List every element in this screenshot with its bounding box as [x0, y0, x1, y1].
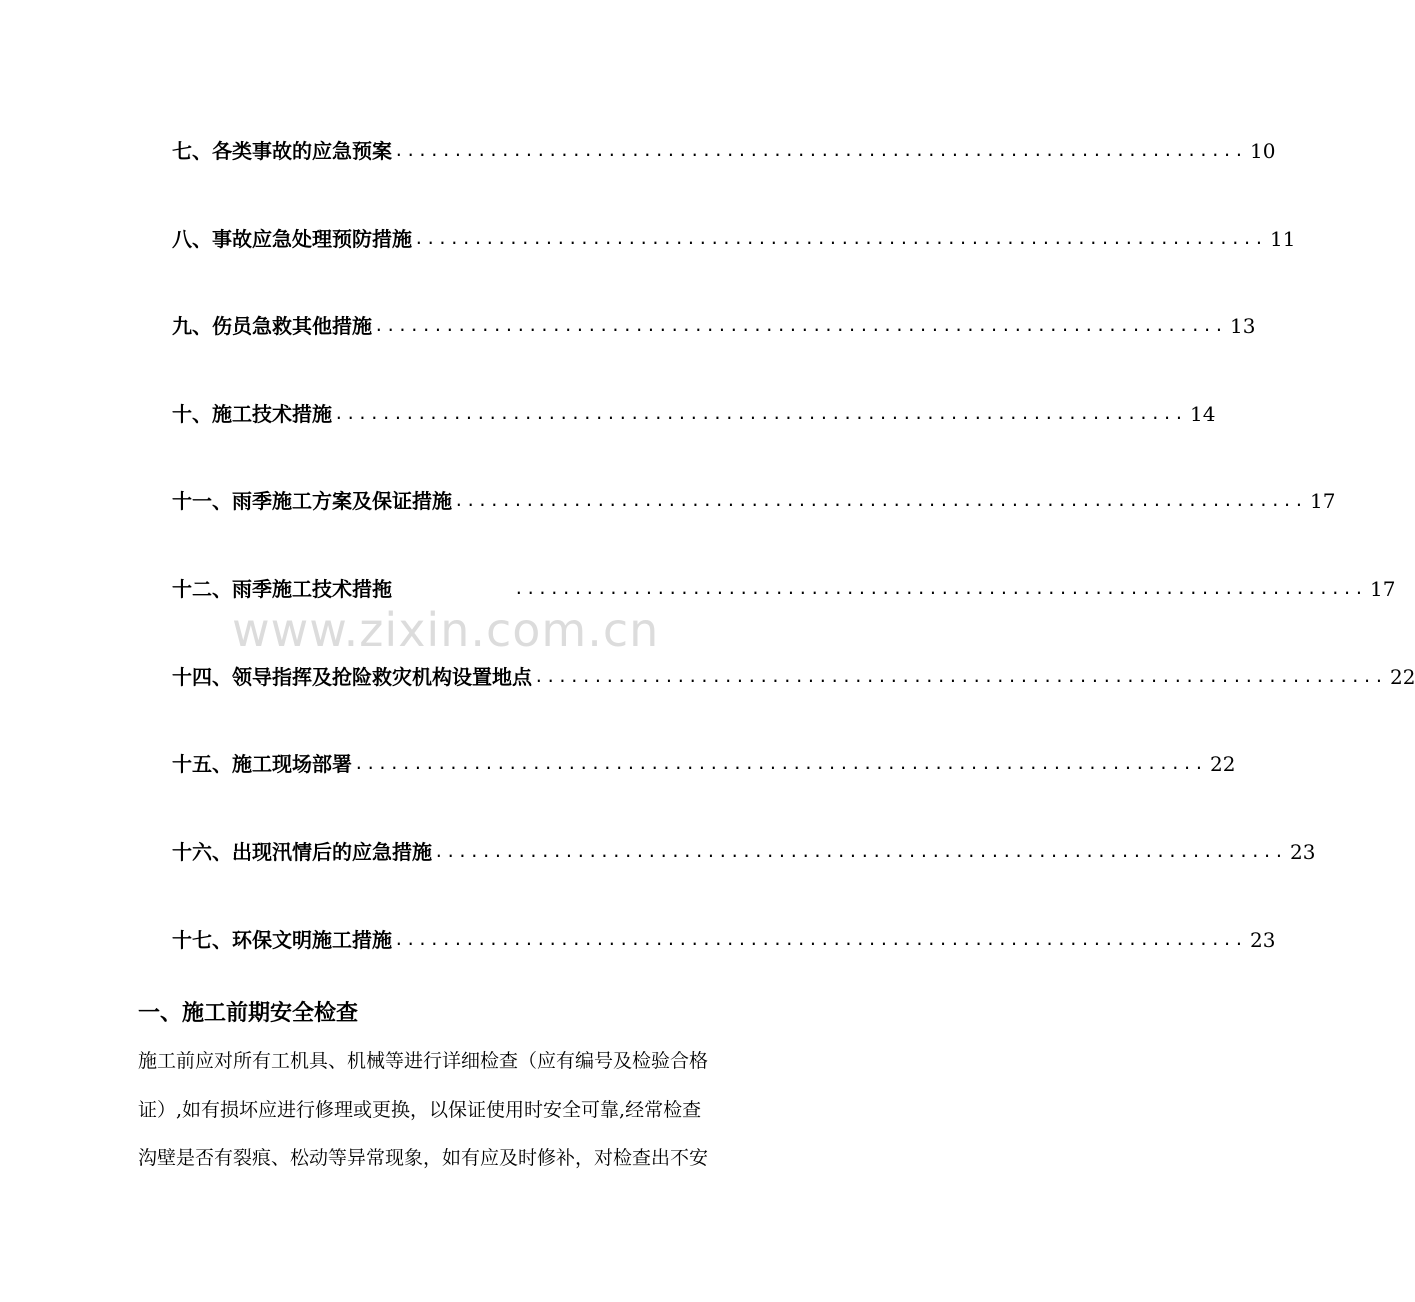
toc-leader-dots: ........................................................................: [454, 491, 1306, 510]
toc-entry-title: 十、施工技术措施: [172, 402, 332, 426]
toc-entry[interactable]: [172, 829, 1316, 865]
toc-leader-dots: ........................................................................: [354, 754, 1206, 773]
toc-leader-dots: ........................................................................: [394, 141, 1246, 160]
body-text-line: 沟壁是否有裂痕、松动等异常现象，如有应及时修补，对检查出不安: [138, 1147, 709, 1169]
toc-leader-dots: ........................................................................: [414, 229, 1266, 248]
toc-entry-page: 17: [1369, 577, 1396, 601]
toc-entry-page: 22: [1209, 752, 1236, 776]
toc-entry-title: 十七、环保文明施工措施: [172, 928, 392, 952]
toc-entry-title: 八、事故应急处理预防措施: [172, 227, 412, 251]
toc-entry-title: 七、各类事故的应急预案: [172, 139, 392, 163]
toc-entry-title: 十四、领导指挥及抢险救灾机构设置地点: [172, 665, 532, 689]
toc-entry-page: 22: [1389, 665, 1415, 689]
toc-leader-dots: ........................................................................: [334, 404, 1186, 423]
toc-entry-page: 23: [1249, 928, 1276, 952]
toc-entry[interactable]: [172, 917, 1276, 953]
toc-entry-title: 十六、出现汛情后的应急措施: [172, 840, 432, 864]
toc-entry[interactable]: [172, 741, 1236, 777]
toc-entry[interactable]: [172, 303, 1256, 339]
toc-leader-dots: ........................................................................: [394, 930, 1246, 949]
toc-entry-title: 十二、雨季施工技术措拖: [172, 577, 392, 601]
toc-leader-dots: ........................................................................: [534, 667, 1386, 686]
toc-entry[interactable]: [172, 128, 1276, 164]
toc-entry-title: 十五、施工现场部署: [172, 752, 352, 776]
toc-entry[interactable]: [172, 566, 1396, 602]
toc-entry[interactable]: [172, 478, 1336, 514]
toc-entry-page: 14: [1189, 402, 1216, 426]
toc-entry-page: 11: [1269, 227, 1296, 251]
section-heading: 一、施工前期安全检查: [138, 1000, 359, 1026]
toc-leader-dots: ........................................................................: [514, 579, 1366, 598]
body-text-line: 施工前应对所有工机具、机械等进行详细检查（应有编号及检验合格: [138, 1050, 709, 1072]
toc-entry-page: 10: [1249, 139, 1276, 163]
toc-entry[interactable]: [172, 391, 1216, 427]
watermark: www.zixin.com.cn: [232, 603, 660, 657]
toc-leader-dots: ........................................................................: [374, 316, 1226, 335]
toc-entry-page: 23: [1289, 840, 1316, 864]
toc-leader-dots: ........................................................................: [434, 842, 1286, 861]
toc-entry[interactable]: [172, 654, 1415, 690]
toc-entry-title: 九、伤员急救其他措施: [172, 314, 372, 338]
toc-entry-title: 十一、雨季施工方案及保证措施: [172, 489, 452, 513]
toc-entry-page: 13: [1229, 314, 1256, 338]
body-text-line: 证）,如有损坏应进行修理或更换，以保证使用时安全可靠,经常检查: [138, 1099, 702, 1121]
toc-entry-page: 17: [1309, 489, 1336, 513]
toc-entry[interactable]: [172, 216, 1296, 252]
